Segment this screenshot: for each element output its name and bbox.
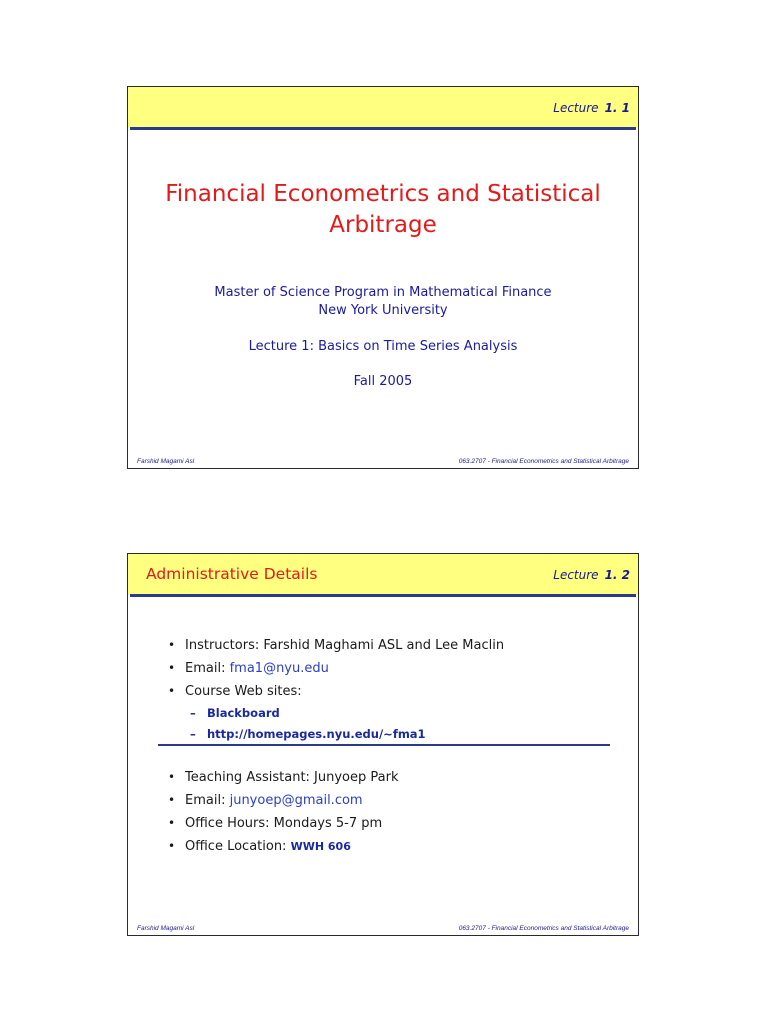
list-item	[128, 766, 638, 789]
footer-course: 063.2707 - Financial Econometrics and Statistical Arbitrage	[458, 458, 629, 465]
office-hours-text: Office Hours: Mondays 5-7 pm	[185, 816, 383, 831]
list-item	[128, 789, 638, 812]
footer-author: Farshid Magami Asl	[137, 458, 195, 465]
office-location-label: Office Location:	[185, 839, 291, 854]
bullet-icon: •	[168, 770, 176, 784]
instructors-text: Instructors: Farshid Maghami ASL and Lee Maclin	[185, 638, 505, 653]
footer-course: 063.2707 - Financial Econometrics and Statistical Arbitrage	[458, 925, 629, 932]
list-item	[128, 812, 638, 835]
bullet-icon: •	[168, 661, 176, 675]
email-label: Email:	[185, 661, 230, 676]
header-divider	[130, 594, 636, 597]
list-item	[128, 835, 638, 858]
footer-author: Farshid Magami Asl	[137, 925, 195, 932]
instructor-details-list	[128, 634, 638, 745]
email-label: Email:	[185, 793, 230, 808]
bullet-icon: •	[168, 793, 176, 807]
slide-title	[128, 179, 638, 241]
header-divider	[130, 127, 636, 130]
bullet-icon: •	[168, 816, 176, 830]
lecture-number-label	[553, 568, 630, 582]
term-label: Fall 2005	[353, 374, 413, 389]
title-line-1: Financial Econometrics and Statistical	[165, 181, 601, 207]
website-homepage-link[interactable]: http://homepages.nyu.edu/~fma1	[207, 727, 426, 741]
office-location-value: WWH 606	[290, 840, 351, 853]
ta-details-list	[128, 766, 638, 858]
lecture-number: 1. 2	[604, 568, 630, 582]
dash-icon: –	[190, 727, 196, 741]
website-blackboard-link[interactable]: Blackboard	[207, 706, 280, 720]
list-item	[128, 657, 638, 680]
bullet-icon: •	[168, 638, 176, 652]
sub-list-item	[128, 724, 638, 745]
bullet-icon: •	[168, 684, 176, 698]
program-info	[128, 284, 638, 320]
slide-1	[127, 86, 639, 469]
lecture-number: 1. 1	[604, 101, 630, 115]
ta-email-link[interactable]: junyoep@gmail.com	[229, 793, 363, 808]
bullet-icon: •	[168, 839, 176, 853]
slide-heading: Administrative Details	[146, 565, 318, 583]
lecture-word: Lecture	[553, 568, 599, 582]
lecture-word: Lecture	[553, 101, 599, 115]
section-divider	[158, 744, 610, 746]
list-item	[128, 680, 638, 703]
lecture-title: Lecture 1: Basics on Time Series Analysis	[248, 339, 518, 354]
program-line-1: Master of Science Program in Mathematical Finance	[214, 285, 552, 300]
title-line-2: Arbitrage	[329, 212, 437, 238]
ta-text: Teaching Assistant: Junyoep Park	[185, 770, 399, 785]
sub-list-item	[128, 703, 638, 724]
websites-label: Course Web sites:	[185, 684, 302, 699]
slide-2	[127, 553, 639, 936]
lecture-number-label	[553, 101, 630, 115]
list-item	[128, 634, 638, 657]
program-line-2: New York University	[318, 303, 448, 318]
instructor-email-link[interactable]: fma1@nyu.edu	[229, 661, 329, 676]
dash-icon: –	[190, 706, 196, 720]
